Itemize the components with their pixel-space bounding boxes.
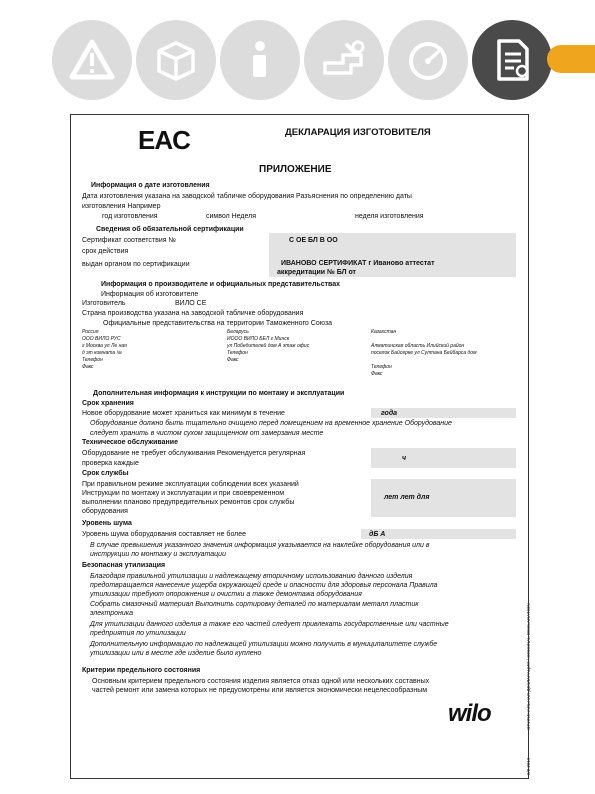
disposal-line: электроника (90, 610, 133, 617)
document-subtitle: ПРИЛОЖЕНИЕ (259, 164, 332, 175)
disposal-line: Для утилизации данного изделия а также его частей следует привлекать государственные или частные (90, 621, 449, 628)
info-icon[interactable] (220, 20, 300, 100)
document-title: ДЕКЛАРАЦИЯ ИЗГОТОВИТЕЛЯ (285, 127, 431, 138)
life-line: оборудования (82, 508, 128, 515)
rep-kazakhstan: Казахстан Алматинская область Илийский район поселок Байсерке ул Султана Бейбарса дом Телефон Факс (371, 329, 477, 377)
wrench-pipe-icon[interactable] (304, 20, 384, 100)
country-line: Страна производства указана на заводской табличке оборудования (82, 310, 304, 317)
noise-note: инструкции по монтажу и эксплуатации (90, 551, 226, 558)
service-line: проверка каждые (82, 460, 139, 467)
service-heading: Техническое обслуживание (82, 439, 178, 446)
side-date: 2/2 2019 (526, 757, 531, 775)
year-label: год изготовления (102, 213, 158, 220)
criteria-line: Основным критерием предельного состояния изделия является отказ одной или нескольких составных (92, 678, 430, 685)
validity-label: срок действия (82, 248, 129, 255)
disposal-line: утилизации или в месте где изделие было куплено (90, 650, 262, 657)
noise-line: Уровень шума оборудования составляет не более (82, 531, 247, 538)
storage-note: Оборудование должно быть тщательно очищено перед помещением на временное хранение Оборудование (90, 420, 452, 427)
issued-value: ИВАНОВО СЕРТИФИКАТ г Иваново аттестат (281, 260, 435, 267)
service-line: Оборудование не требует обслуживания Рекомендуется регулярная (82, 450, 306, 457)
section-heading: Информация о производителе и официальных представительствах (101, 281, 341, 288)
manufacturer-info-label: Информация об изготовителе (101, 291, 199, 298)
life-heading: Срок службы (82, 470, 129, 477)
declaration-document (70, 114, 529, 779)
noise-value: дБ А (369, 531, 386, 538)
representatives-heading: Официальные представительства на территории Таможенного Союза (103, 320, 333, 327)
storage-note: следует хранить в чистом сухом защищенном от замерзания месте (90, 430, 324, 437)
storage-value: года (381, 410, 398, 417)
disposal-line: Благодаря правильной утилизации и надлежащему вторичному использованию данного изделия (90, 573, 413, 580)
section-heading: Информация о дате изготовления (91, 182, 210, 189)
noise-note: В случае превышения указанного значения информация указывается на наклейке оборудования или в (90, 542, 430, 549)
side-caption: ОРИГИНАЛЬНАЯ ДЕКЛАРАЦИЯ / ORIGINAL DECLARATION (526, 603, 531, 730)
section-tab-marker[interactable] (547, 45, 595, 73)
disposal-line: предотвращается нанесение ущерба окружающей среде и опасности для здоровья персонала Правила (90, 582, 438, 589)
storage-line: Новое оборудование может храниться как минимум в течение (82, 410, 285, 417)
issued-label: выдан органом по сертификации (82, 261, 190, 268)
document-certificate-icon[interactable] (472, 20, 552, 100)
disposal-heading: Безопасная утилизация (82, 562, 166, 569)
section-heading: Дополнительная информация к инструкции по монтажу и эксплуатации (93, 390, 345, 397)
noise-heading: Уровень шума (82, 520, 132, 527)
certificate-label: Сертификат соответствия № (82, 237, 177, 244)
service-highlight (371, 448, 516, 468)
wilo-logo: wilo (448, 700, 491, 727)
disposal-line: Собрать смазочный материал Выполнить сортировку деталей по материалам металл пластик (90, 601, 419, 608)
life-line: При правильном режиме эксплуатации соблюдении всех указаний (82, 481, 299, 488)
package-box-icon[interactable] (136, 20, 216, 100)
week-label: неделя изготовления (355, 213, 424, 220)
life-line: выполнении планово предупредительных ремонтов срок службы (82, 499, 295, 506)
section-heading: Сведения об обязательной сертификации (96, 226, 244, 233)
accreditation-value: аккредитации № БЛ от (277, 269, 356, 276)
manufacturer-value: ВИЛО СЕ (175, 300, 207, 307)
eac-logo: EAC (138, 125, 190, 155)
symbol-label: символ Неделя (206, 213, 257, 220)
certificate-value: С ОЕ БЛ В ОО (289, 237, 338, 244)
storage-heading: Срок хранения (82, 400, 134, 407)
paragraph-line: Дата изготовления указана на заводской табличке оборудования Разъяснения по определению даты (82, 193, 412, 200)
paragraph-line: изготовления Например (82, 203, 161, 210)
criteria-heading: Критерии предельного состояния (82, 667, 201, 674)
disposal-line: предприятия по утилизации (90, 630, 186, 637)
disposal-line: Дополнительную информацию по надлежащей утилизации можно получить в муниципалитете службе (90, 641, 438, 648)
disposal-line: утилизации требуют опорожнения и очистки а также демонтажа оборудования (90, 591, 362, 598)
manufacturer-label: Изготовитель (82, 300, 126, 307)
rep-belarus: Беларусь ИООО ВИЛО БЕЛ г Минск ул Победителей дом А этаж офис Телефон Факс (227, 329, 310, 363)
life-line: Инструкции по монтажу и эксплуатации и при своевременном (82, 490, 285, 497)
rep-russia: Россия ООО ВИЛО РУС г Москва ул Ле ная д эт комната № Телефон Факс (82, 329, 127, 370)
criteria-line: частей ремонт или замена которых не предусмотрены или является экономически нецелесообразным (92, 687, 428, 694)
service-value: ч (402, 455, 407, 462)
gauge-meter-icon[interactable] (388, 20, 468, 100)
life-value: лет лет для (384, 494, 430, 501)
warning-icon[interactable] (52, 20, 132, 100)
